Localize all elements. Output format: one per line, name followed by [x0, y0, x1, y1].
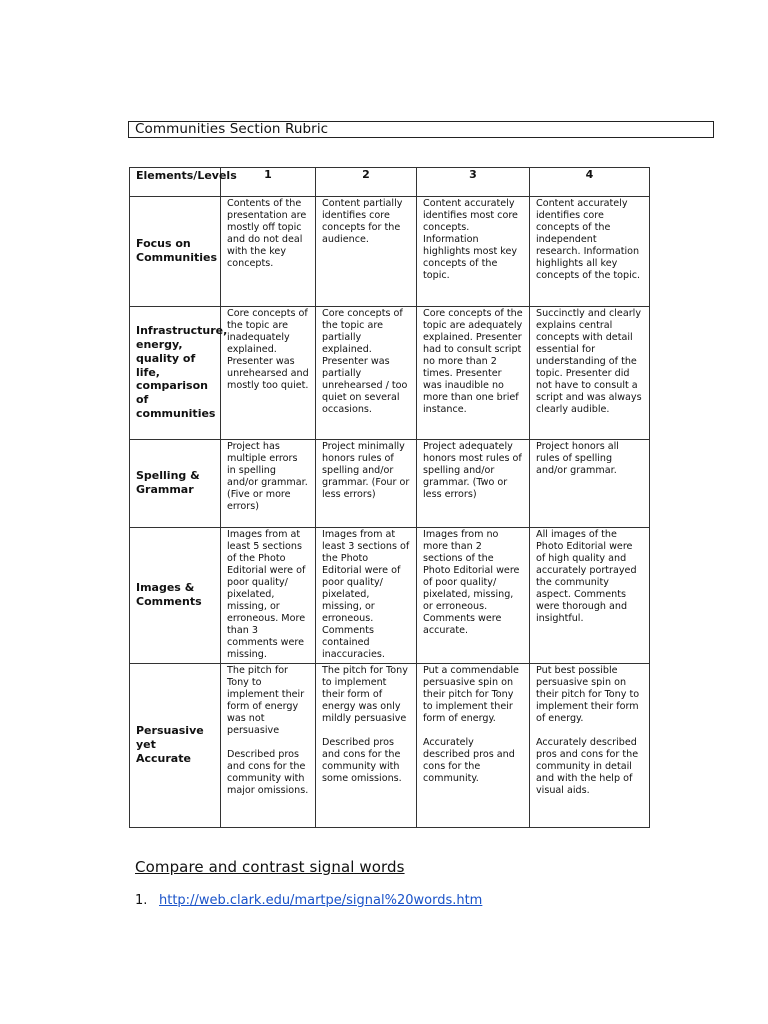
document-title: Communities Section Rubric — [128, 121, 714, 138]
list-number: 1. — [135, 893, 148, 908]
signal-words-heading: Compare and contrast signal words — [135, 858, 405, 876]
rubric-cell: Content partially identifies core concepts for the audience. — [316, 197, 417, 307]
table-row — [130, 440, 650, 528]
rubric-cell — [530, 664, 650, 828]
rubric-cell — [417, 664, 530, 828]
header-level-4: 4 — [530, 168, 650, 197]
row-element-label: Images & Comments — [130, 528, 221, 664]
header-level-1: 1 — [221, 168, 316, 197]
rubric-cell: All images of the Photo Editorial were of high quality and accurately portrayed the community aspect. Comments were thorough and insightful. — [530, 528, 650, 664]
rubric-cell: Core concepts of the topic are inadequately explained. Presenter was unrehearsed and mostly too quiet. — [221, 307, 316, 440]
signal-words-link[interactable]: http://web.clark.edu/martpe/signal%20words.htm — [159, 893, 483, 908]
rubric-cell-text: Put best possible persuasive spin on their pitch for Tony to implement their form of energy. Accurately described pros and cons for the community in detail and with the help of visual aids. — [536, 665, 640, 796]
row-element-label: Persuasive yet Accurate — [130, 664, 221, 828]
signal-words-link-list — [135, 893, 482, 908]
rubric-cell — [316, 664, 417, 828]
rubric-cell: Project minimally honors rules of spelling and/or grammar. (Four or less errors) — [316, 440, 417, 528]
rubric-cell-text: The pitch for Tony to implement their form of energy was not persuasive Described pros and cons for the community with major omissions. — [227, 665, 309, 796]
header-level-2: 2 — [316, 168, 417, 197]
rubric-cell: Contents of the presentation are mostly off topic and do not deal with the key concepts. — [221, 197, 316, 307]
table-row — [130, 664, 650, 828]
header-level-3: 3 — [417, 168, 530, 197]
rubric-cell — [221, 664, 316, 828]
table-row — [130, 528, 650, 664]
rubric-cell: Images from at least 3 sections of the Photo Editorial were of poor quality/ pixelated, missing, or erroneous. Comments contained inaccuracies. — [316, 528, 417, 664]
rubric-cell: Content accurately identifies core concepts of the independent research. Information highlights all key concepts of the topic. — [530, 197, 650, 307]
table-row — [130, 197, 650, 307]
rubric-cell: Content accurately identifies most core concepts. Information highlights most key concepts of the topic. — [417, 197, 530, 307]
rubric-cell: Core concepts of the topic are adequately explained. Presenter had to consult script no more than 2 times. Presenter was inaudible no more than one brief instance. — [417, 307, 530, 440]
rubric-cell: Project adequately honors most rules of spelling and/or grammar. (Two or less errors) — [417, 440, 530, 528]
rubric-header-row — [130, 168, 650, 197]
rubric-cell: Project honors all rules of spelling and/or grammar. — [530, 440, 650, 528]
rubric-cell: Core concepts of the topic are partially explained. Presenter was partially unrehearsed / too quiet on several occasions. — [316, 307, 417, 440]
row-element-label: Focus on Communities — [130, 197, 221, 307]
rubric-cell: Images from no more than 2 sections of the Photo Editorial were of poor quality/ pixelated, missing, or erroneous. Comments were accurate. — [417, 528, 530, 664]
rubric-table — [129, 167, 650, 828]
rubric-cell-text: The pitch for Tony to implement their form of energy was only mildly persuasive Described pros and cons for the community with some omissions. — [322, 665, 408, 784]
rubric-cell: Succinctly and clearly explains central concepts with detail essential for understanding of the topic. Presenter did not have to consult a script and was always clearly audible. — [530, 307, 650, 440]
row-element-label: Infrastructure, energy, quality of life, comparison of communities — [130, 307, 221, 440]
rubric-cell: Project has multiple errors in spelling and/or grammar. (Five or more errors) — [221, 440, 316, 528]
rubric-cell: Images from at least 5 sections of the Photo Editorial were of poor quality/ pixelated, missing, or erroneous. More than 3 comments were missing. — [221, 528, 316, 664]
rubric-cell-text: Put a commendable persuasive spin on their pitch for Tony to implement their form of energy. Accurately described pros and cons for the community. — [423, 665, 519, 784]
row-element-label: Spelling & Grammar — [130, 440, 221, 528]
table-row — [130, 307, 650, 440]
header-elements-levels: Elements/Levels — [130, 168, 221, 197]
